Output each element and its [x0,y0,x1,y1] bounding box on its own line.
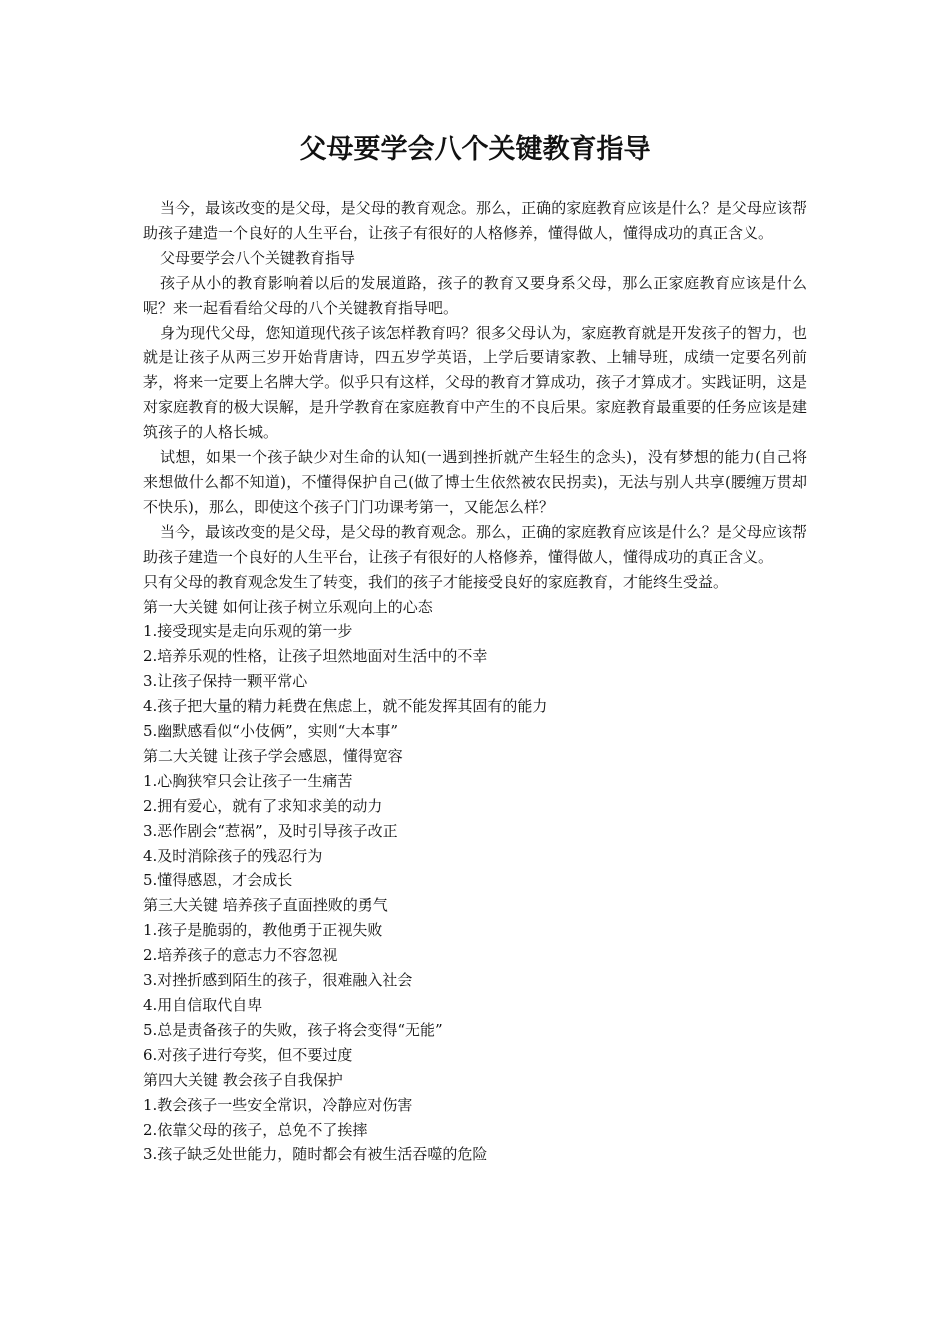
list-item: 3.让孩子保持一颗平常心 [143,672,308,691]
list-item: 4.及时消除孩子的残忍行为 [143,846,323,865]
document-title: 父母要学会八个关键教育指导 [299,134,651,165]
section-heading: 第二大关键 让孩子学会感恩，懂得宽容 [143,746,403,765]
list-item: 1.孩子是脆弱的，教他勇于正视失败 [143,921,383,940]
body-paragraph: 孩子从小的教育影响着以后的发展道路，孩子的教育又要身系父母，那么正家庭教育应该是什么呢？来一起看看给父母的八个关键教育指导吧。 [143,273,807,317]
subheading: 父母要学会八个关键教育指导 [160,248,356,267]
list-item: 6.对孩子进行夸奖，但不要过度 [143,1045,353,1064]
section-heading: 第一大关键 如何让孩子树立乐观向上的心态 [143,597,433,616]
list-item: 4.孩子把大量的精力耗费在焦虑上，就不能发挥其固有的能力 [143,697,548,716]
section-heading: 第三大关键 培养孩子直面挫败的勇气 [143,896,388,915]
list-item: 1.接受现实是走向乐观的第一步 [143,622,353,641]
body-paragraph: 身为现代父母，您知道现代孩子该怎样教育吗？很多父母认为，家庭教育就是开发孩子的智力，也就是让孩子从两三岁开始背唐诗，四五岁学英语，上学后要请家教、上辅导班，成绩一定要名列前茅，将来一定要上名牌大学。似乎只有这样，父母的教育才算成功，孩子才算成才。实践证明，这是对家庭教育的极大误解，是升学教育在家庭教育中产生的不良后果。家庭教育最重要的任务应该是建筑孩子的人格长城。 [143,323,807,442]
summary-line: 只有父母的教育观念发生了转变，我们的孩子才能接受良好的家庭教育，才能终生受益。 [143,572,729,591]
document-body [143,196,807,1167]
list-item: 2.培养孩子的意志力不容忽视 [143,946,338,965]
list-item: 3.对挫折感到陌生的孩子，很难融入社会 [143,971,413,990]
list-item: 5.懂得感恩，才会成长 [143,871,293,890]
list-item: 3.恶作剧会“惹祸”，及时引导孩子改正 [143,821,398,840]
list-item: 1.心胸狭窄只会让孩子一生痛苦 [143,771,353,790]
intro-paragraph: 当今，最该改变的是父母，是父母的教育观念。那么，正确的家庭教育应该是什么？是父母应该帮助孩子建造一个良好的人生平台，让孩子有很好的人格修养，懂得做人，懂得成功的真正含义。 [143,199,807,242]
list-item: 2.拥有爱心，就有了求知求美的动力 [143,796,383,815]
section-heading: 第四大关键 教会孩子自我保护 [143,1070,343,1089]
list-item: 3.孩子缺乏处世能力，随时都会有被生活吞噬的危险 [143,1145,488,1164]
list-item: 5.幽默感看似“小伎俩”，实则“大本事” [143,722,398,741]
list-item: 5.总是责备孩子的失败，孩子将会变得“无能” [143,1020,443,1039]
list-item: 4.用自信取代自卑 [143,996,263,1014]
list-item: 2.培养乐观的性格，让孩子坦然地面对生活中的不幸 [143,647,488,666]
body-paragraph: 试想，如果一个孩子缺少对生命的认知(一遇到挫折就产生轻生的念头)，没有梦想的能力(自己将来想做什么都不知道)，不懂得保护自己(做了博士生依然被农民拐卖)，无法与别人共享(腰缠万贯却不快乐)，那么，即使这个孩子门门功课考第一，又能怎么样？ [143,448,807,516]
list-item: 1.教会孩子一些安全常识，冷静应对伤害 [143,1095,413,1114]
list-item: 2.依靠父母的孩子，总免不了挨摔 [143,1120,368,1139]
body-paragraph: 当今，最该改变的是父母，是父母的教育观念。那么，正确的家庭教育应该是什么？是父母应该帮助孩子建造一个良好的人生平台，让孩子有很好的人格修养，懂得做人，懂得成功的真正含义。 [143,522,807,566]
